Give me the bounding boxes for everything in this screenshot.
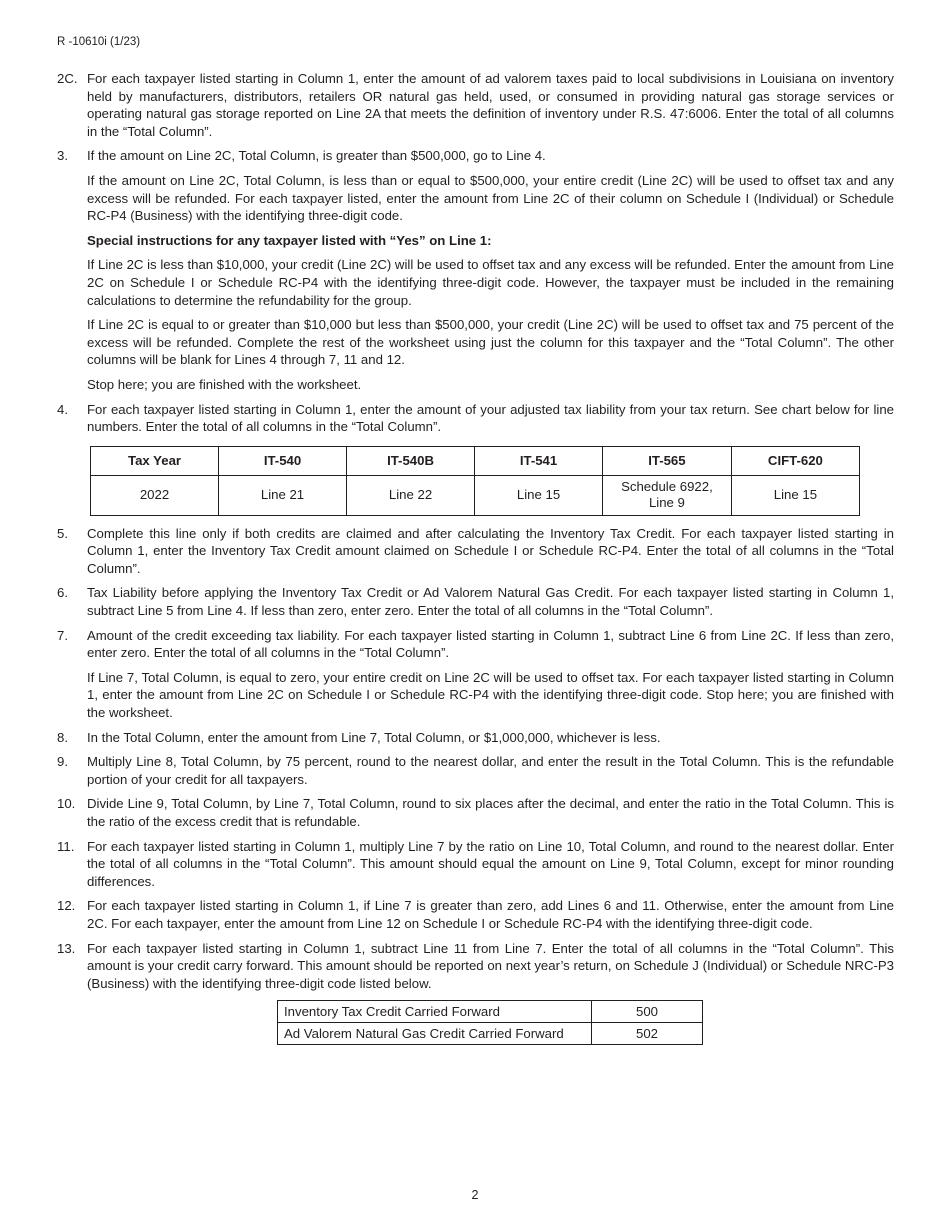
line-9 bbox=[57, 753, 894, 788]
cell-line-1: Schedule 6922, bbox=[621, 478, 713, 494]
line-number: 13. bbox=[57, 940, 76, 956]
table-cell: 502 bbox=[592, 1023, 703, 1045]
line-2c bbox=[57, 70, 894, 140]
tax-return-line-table bbox=[90, 446, 860, 516]
table-header-row bbox=[91, 446, 860, 475]
line-text: Amount of the credit exceeding tax liability. For each taxpayer listed starting in Column 1, subtract Line 6 from Line 2C. If less than zero, enter zero. Enter the total of all columns in the “Total Column”. bbox=[87, 627, 894, 661]
line-12 bbox=[57, 897, 894, 932]
line-text: For each taxpayer listed starting in Column 1, enter the amount of your adjusted tax liability from your tax return. See chart below for line numbers. Enter the total of all columns in the “Total Column”. bbox=[87, 401, 894, 435]
table-header: Tax Year bbox=[91, 446, 219, 475]
table-row bbox=[278, 1023, 703, 1045]
line-number: 8. bbox=[57, 729, 68, 745]
line-text: If the amount on Line 2C, Total Column, is less than or equal to $500,000, your entire credit (Line 2C) will be used to offset tax and any excess will be refunded. For each taxpayer listed, enter the amount from Line 2C of their column on Schedule I (Individual) or Schedule RC-P4 (Business) with the identifying three-digit code. bbox=[87, 172, 894, 224]
table-header: CIFT-620 bbox=[731, 446, 859, 475]
table-cell: Ad Valorem Natural Gas Credit Carried Forward bbox=[278, 1023, 592, 1045]
line-text: Tax Liability before applying the Inventory Tax Credit or Ad Valorem Natural Gas Credit. For each taxpayer listed starting in Column 1, subtract Line 5 from Line 4. If less than zero, enter zero. Enter the total of all columns in the “Total Column”. bbox=[87, 585, 894, 619]
line-text: For each taxpayer listed starting in Column 1, multiply Line 7 by the ratio on Line 10, Total Column, and round to the nearest dollar. Enter the total of all columns in the “Total Column”. This amount should equal the amount on Line 9, Total Column, except for minor rounding differences. bbox=[87, 838, 894, 889]
line-6 bbox=[57, 584, 894, 619]
form-id: R -10610i (1/23) bbox=[57, 36, 141, 48]
line-13 bbox=[57, 940, 894, 1046]
line-number: 4. bbox=[57, 401, 68, 417]
line-5 bbox=[57, 525, 894, 578]
line-text: Divide Line 9, Total Column, by Line 7, Total Column, round to six places after the decimal, and enter the ratio in the Total Column. This is the ratio of the excess credit that is refundable. bbox=[87, 796, 894, 829]
line-4 bbox=[57, 401, 894, 518]
line-number: 9. bbox=[57, 754, 68, 770]
line-number: 6. bbox=[57, 585, 68, 601]
table-cell bbox=[603, 475, 732, 515]
line-number: 2C. bbox=[57, 71, 78, 86]
cell-line-2: Line 9 bbox=[648, 495, 685, 511]
line-number: 12. bbox=[57, 898, 76, 914]
line-11 bbox=[57, 838, 894, 891]
page-number: 2 bbox=[471, 1188, 479, 1202]
table-cell: Line 15 bbox=[475, 475, 603, 515]
line-7 bbox=[57, 627, 894, 722]
table-cell: 2022 bbox=[91, 475, 219, 515]
table-cell: Inventory Tax Credit Carried Forward bbox=[278, 1001, 592, 1023]
line-8 bbox=[57, 729, 894, 747]
line-text: If Line 2C is equal to or greater than $10,000 but less than $500,000, your credit (Line 2C) will be used to offset tax and 75 percent of the excess will be refunded. Complete the rest of the worksheet using just the column for this taxpayer and the “Total Column”. The other columns will be blank for Lines 4 through 7, 11 and 12. bbox=[87, 317, 894, 368]
table-header: IT-540 bbox=[219, 446, 347, 475]
line-number: 7. bbox=[57, 627, 68, 643]
table-cell: 500 bbox=[592, 1001, 703, 1023]
table-cell: Line 15 bbox=[731, 475, 859, 515]
line-text: For each taxpayer listed starting in Column 1, subtract Line 11 from Line 7. Enter the total of all columns in the “Total Column”. This amount is your credit carry forward. This amount should be reported on next year’s return, on Schedule J (Individual) or Schedule NRC-P3 (Business) with the identifying three-digit code listed below. bbox=[87, 940, 894, 991]
table-row bbox=[91, 475, 860, 515]
line-number: 5. bbox=[57, 525, 68, 541]
line-number: 3. bbox=[57, 148, 68, 164]
table-header: IT-541 bbox=[475, 446, 603, 475]
line-text: For each taxpayer listed starting in Column 1, enter the amount of ad valorem taxes paid to local subdivisions in Louisiana on inventory held by manufacturers, distributors, retailers OR natural gas held, used, or consumed in providing natural gas storage services or operating natural gas storage reported on Line 2A that meets the definition of inventory under R.S. 47:6006. Enter the total of all columns in the “Total Column”. bbox=[87, 71, 894, 139]
line-text: If the amount on Line 2C, Total Column, is greater than $500,000, go to Line 4. bbox=[87, 148, 546, 164]
line-text: Multiply Line 8, Total Column, by 75 percent, round to the nearest dollar, and enter the result in the Total Column. This is the refundable portion of your credit for all taxpayers. bbox=[87, 754, 894, 787]
special-instructions-heading: Special instructions for any taxpayer listed with “Yes” on Line 1: bbox=[87, 232, 492, 248]
line-10 bbox=[57, 795, 894, 830]
line-text: Complete this line only if both credits are claimed and after calculating the Inventory Tax Credit. For each taxpayer listed starting in Column 1, enter the Inventory Tax Credit amount claimed on Schedule I or Schedule RC-P4. Enter the total of all columns in the “Total Column”. bbox=[87, 525, 894, 576]
line-text: For each taxpayer listed starting in Column 1, if Line 7 is greater than zero, add Lines 6 and 11. Otherwise, enter the amount from Line 2C. For each taxpayer, enter the amount from Line 12 on Schedule I or Schedule RC-P4 with the identifying three-digit code. bbox=[87, 898, 894, 931]
carry-forward-table bbox=[277, 1000, 703, 1045]
table-cell: Line 21 bbox=[219, 475, 347, 515]
line-text: If Line 2C is less than $10,000, your credit (Line 2C) will be used to offset tax and any excess will be refunded. Enter the amount from Line 2C on Schedule I or Schedule RC-P4 with the identifying three-digit code. However, the taxpayer must be included in the remaining calculations to determine the refundability for the group. bbox=[87, 257, 894, 308]
table-header: IT-565 bbox=[603, 446, 732, 475]
line-text: If Line 7, Total Column, is equal to zero, your entire credit on Line 2C will be used to offset tax. For each taxpayer listed starting in Column 1, enter the amount from Line 2C on Schedule I or Schedule RC-P4 with the identifying three-digit code. Stop here; you are finished with the worksheet. bbox=[87, 669, 894, 721]
table-row bbox=[278, 1001, 703, 1023]
line-text: Stop here; you are finished with the worksheet. bbox=[87, 376, 362, 392]
table-header: IT-540B bbox=[346, 446, 474, 475]
line-3 bbox=[57, 147, 894, 393]
line-number: 10. bbox=[57, 796, 76, 812]
instructions-body bbox=[57, 70, 894, 1052]
table-cell: Line 22 bbox=[346, 475, 474, 515]
line-number: 11. bbox=[57, 838, 75, 854]
line-text: In the Total Column, enter the amount from Line 7, Total Column, or $1,000,000, whichever is less. bbox=[87, 729, 661, 745]
